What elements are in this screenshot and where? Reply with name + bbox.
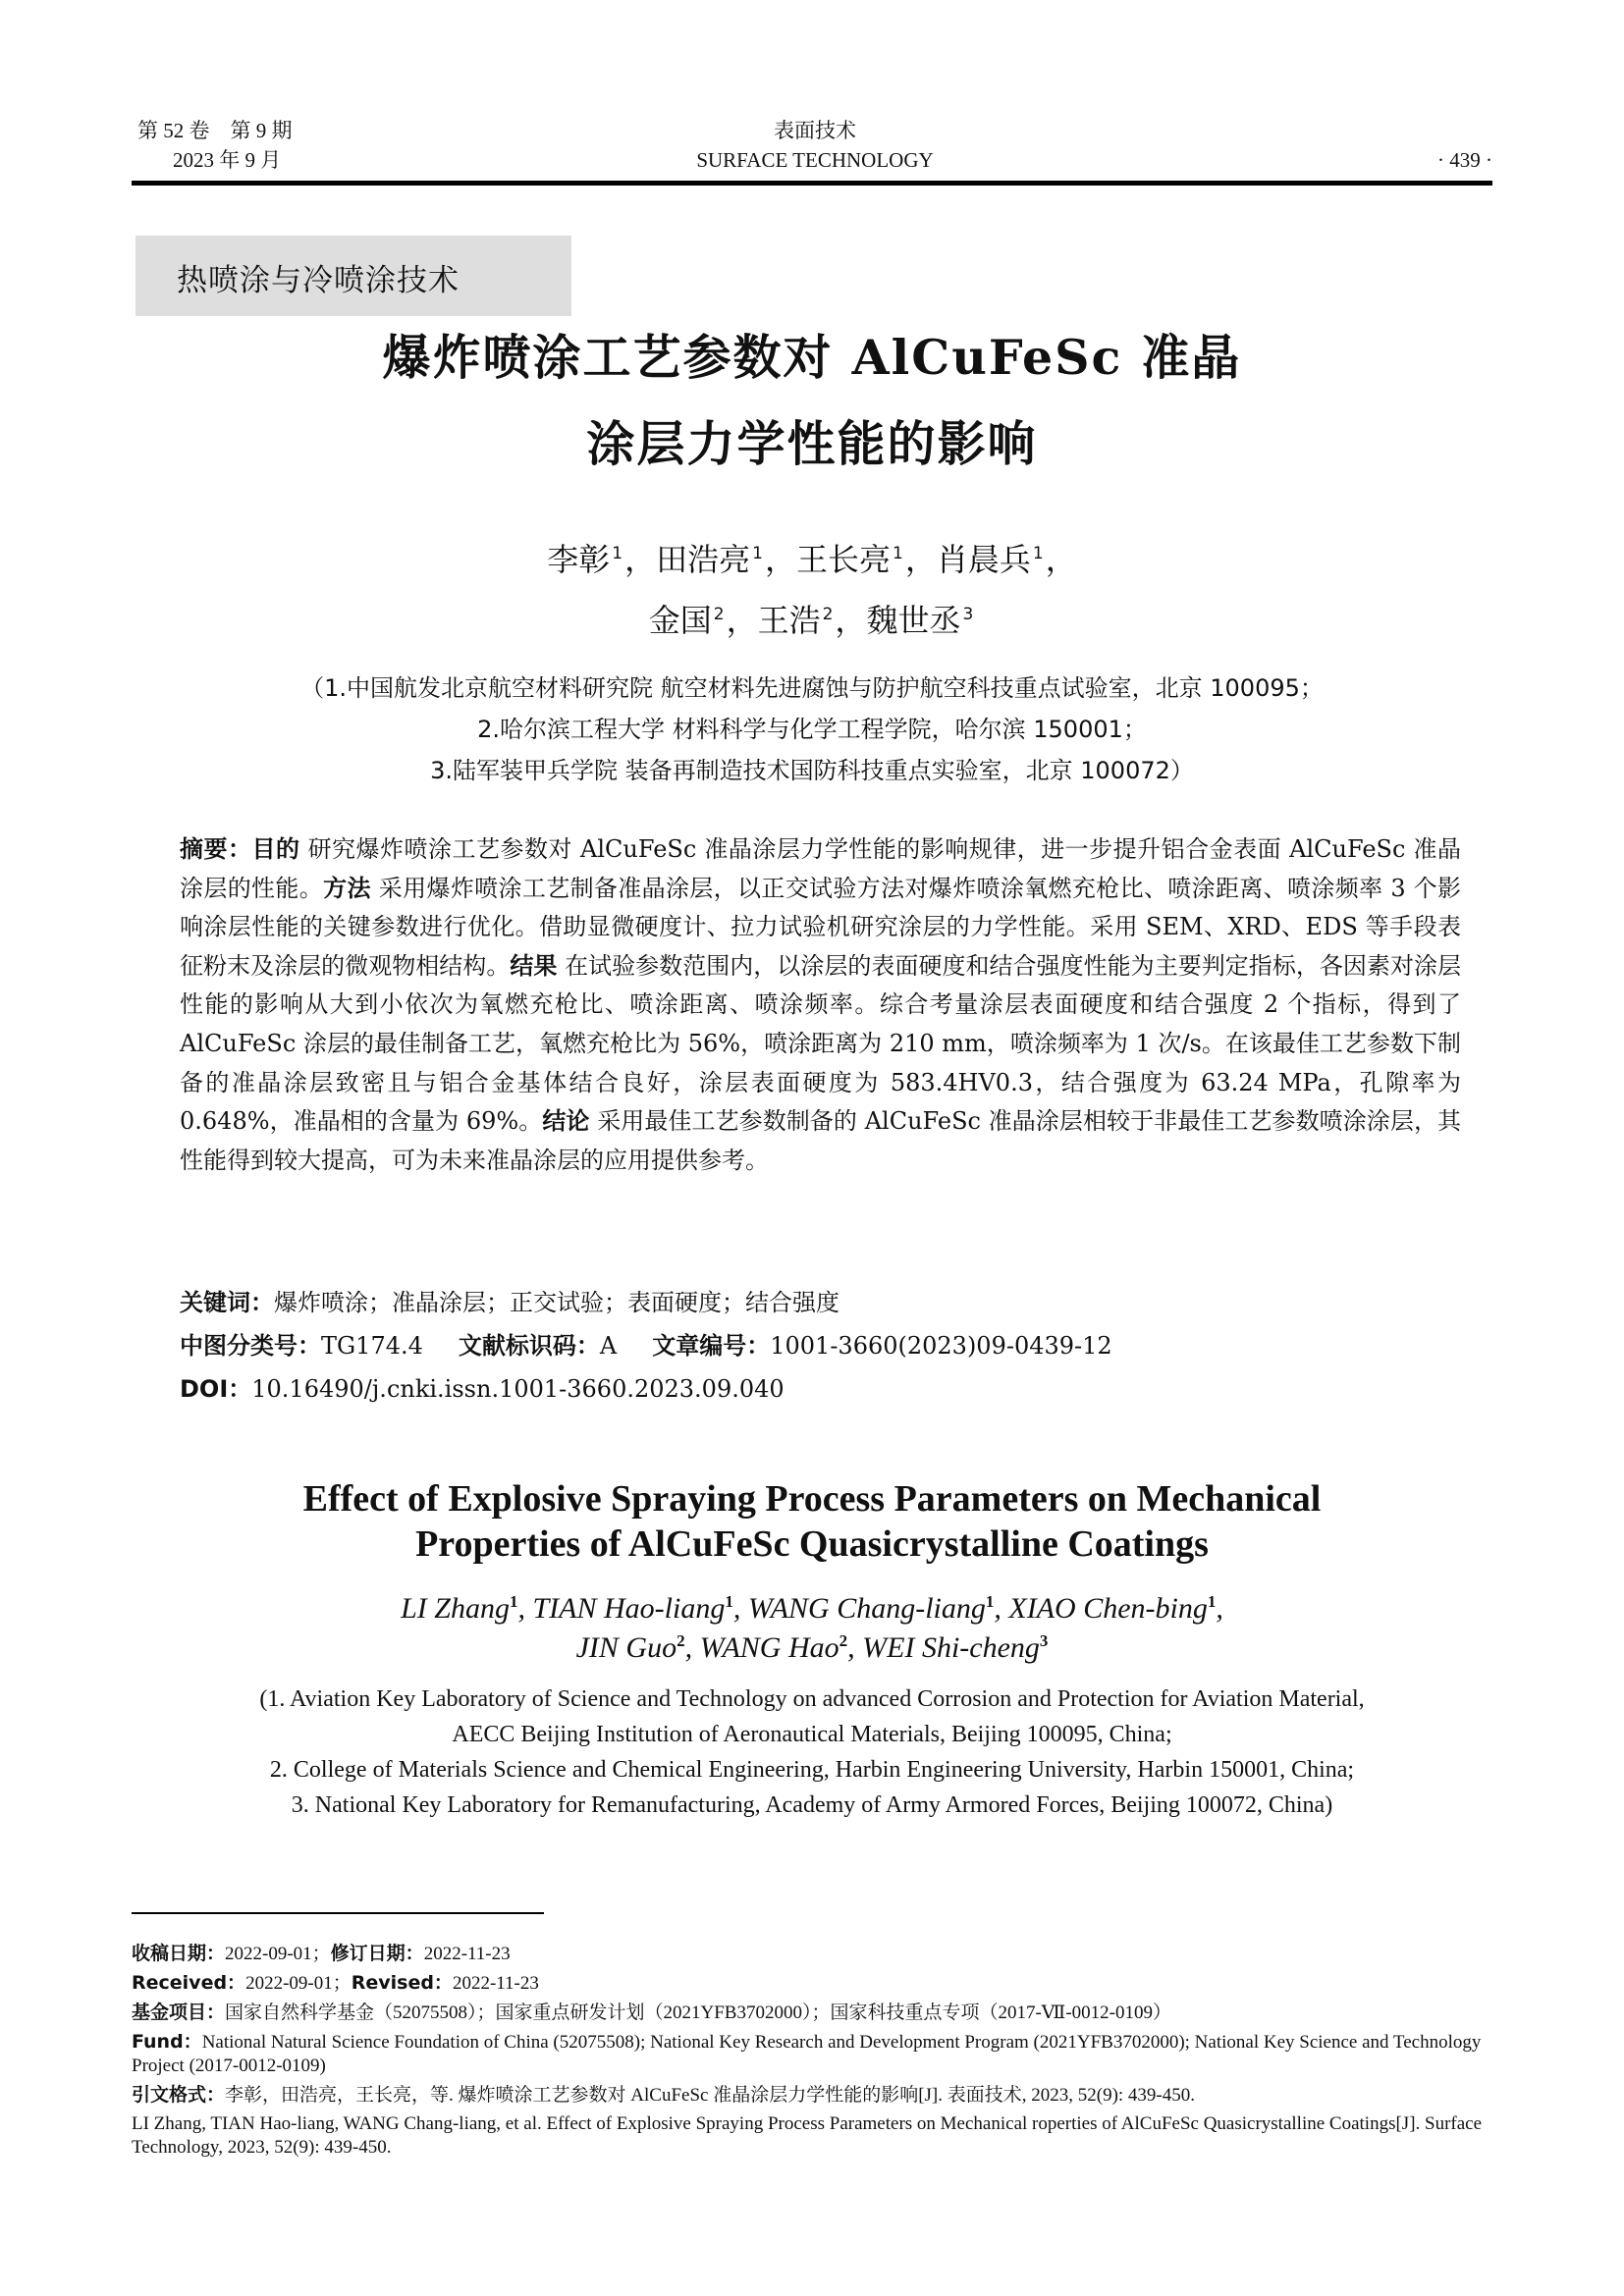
author-cn: 魏世丞 — [866, 602, 961, 639]
section-tag — [135, 236, 571, 316]
doi — [180, 1374, 1461, 1404]
authors-cn-line2: 金国 $^2$，王浩 $^2$，魏世丞 $^3$ — [648, 602, 974, 639]
footnote-cite-cn — [132, 2083, 1496, 2108]
author-cn: 田浩亮 — [656, 541, 751, 578]
keywords — [180, 1288, 1461, 1317]
abstract-cn — [180, 830, 1461, 1180]
doi-label: DOI： — [180, 1375, 252, 1403]
author-aff: 3 — [1039, 1631, 1049, 1650]
author-aff: 1 — [1207, 1592, 1217, 1611]
footnote-cite-en: LI Zhang, TIAN Hao-liang, WANG Chang-liang, et al. Effect of Explosive Spraying Process Parameters on Mechanical roperties of AlCuFeSc Quasicrystalline Coatings[J]. Surface Technology, 2023, 52(9): 439-450. — [132, 2113, 1483, 2158]
running-header-center — [491, 116, 1139, 175]
author-en: WEI Shi-cheng — [862, 1631, 1040, 1664]
affiliation-cn: 2.哈尔滨工程大学 材料科学与化学工程学院，哈尔滨 150001； — [477, 716, 1147, 743]
result-label: 结果 — [510, 951, 558, 980]
purpose-text: 研究爆炸喷涂工艺参数对 AlCuFeSc 准晶涂层力学性能的影响规律，进一步提升铝合金表面 AlCuFeSc 准晶涂层的性能。 — [180, 835, 1462, 902]
clc-value: TG174.4 — [321, 1332, 423, 1360]
received-cn-label: 收稿日期： — [132, 1943, 226, 1964]
doi-value: 10.16490/j.cnki.issn.1001-3660.2023.09.040 — [251, 1375, 785, 1403]
title-cn-line2: 涂层力学性能的影响 — [586, 415, 1038, 472]
keywords-value: 爆炸喷涂；准晶涂层；正交试验；表面硬度；结合强度 — [274, 1289, 839, 1316]
cite-cn-label: 引文格式： — [132, 2084, 226, 2106]
page-number: · 439 · — [1437, 148, 1492, 172]
author-aff: 1 — [985, 1592, 995, 1611]
affiliation-en: 3. National Key Laboratory for Remanufacturing, Academy of Army Armored Forces, Beijing 100072, China) — [291, 1792, 1333, 1818]
affiliation-en: (1. Aviation Key Laboratory of Science and Technology on advanced Corrosion and Protection for Aviation Material, — [259, 1686, 1365, 1712]
author-aff: 1 — [893, 544, 903, 563]
title-cn-line1: 爆炸喷涂工艺参数对 AlCuFeSc 准晶 — [382, 329, 1242, 386]
conclusion-label: 结论 — [542, 1107, 590, 1136]
journal-name-en: SURFACE TECHNOLOGY — [696, 148, 934, 172]
author-aff: 2 — [839, 1631, 848, 1650]
author-aff: 2 — [677, 1631, 685, 1650]
affiliation-en: AECC Beijing Institution of Aeronautical Materials, Beijing 100095, China; — [452, 1722, 1172, 1747]
method-text: 采用爆炸喷涂工艺制备准晶涂层，以正交试验方法对爆炸喷涂氧燃充枪比、喷涂距离、喷涂频率 3 个影响涂层性能的关键参数进行优化。借助显微硬度计、拉力试验机研究涂层的力学性能。采用 SEM、XRD、EDS 等手段表征粉末及涂层的微观物相结构。 — [180, 874, 1462, 980]
affiliation-cn: （1.中国航发北京航空材料研究院 航空材料先进腐蚀与防护航空科技重点试验室，北京 100095； — [300, 674, 1324, 702]
journal-name-cn: 表面技术 — [774, 119, 856, 142]
author-en: JIN Guo — [575, 1631, 677, 1664]
doc-code-value: A — [599, 1332, 618, 1360]
received-en-label: Received： — [132, 1972, 246, 1994]
author-cn: 王浩 — [757, 602, 821, 639]
author-aff: 1 — [509, 1592, 518, 1611]
footnote-fund-cn — [132, 2001, 1496, 2025]
cite-cn-value: 李彰，田浩亮，王长亮，等. 爆炸喷涂工艺参数对 AlCuFeSc 准晶涂层力学性能的影响[J]. 表面技术, 2023, 52(9): 439-450. — [225, 2085, 1195, 2106]
abstract-label: 摘要： — [180, 835, 252, 863]
classification — [180, 1331, 1461, 1361]
author-en: LI Zhang — [401, 1592, 510, 1625]
purpose-label: 目的 — [251, 835, 300, 863]
affiliation-cn: 3.陆军装甲兵学院 装备再制造技术国防科技重点实验室，北京 100072） — [430, 757, 1194, 784]
section-tag-label: 热喷涂与冷喷涂技术 — [177, 263, 460, 298]
author-aff: 1 — [725, 1592, 733, 1611]
revised-cn-value: 2022-11-23 — [423, 1944, 511, 1964]
header-rule — [132, 181, 1492, 186]
affiliation-en: 2. College of Materials Science and Chemical Engineering, Harbin Engineering University, Harbin 150001, China; — [269, 1757, 1355, 1783]
author-cn: 肖晨兵 — [936, 541, 1031, 578]
authors-en-line1: LI Zhang$^1$, TIAN Hao-liang$^1$, WANG Chang-liang$^1$, XIAO Chen-bing$^1$, — [401, 1592, 1223, 1625]
authors-cn-line1: 李彰 $^1$，田浩亮 $^1$，王长亮 $^1$，肖晨兵 $^1$， — [547, 541, 1077, 578]
revised-en-label: Revised： — [351, 1972, 453, 1994]
result-text: 在试验参数范围内，以涂层的表面硬度和结合强度性能为主要判定指标，各因素对涂层性能的影响从大到小依次为氧燃充枪比、喷涂距离、喷涂频率。综合考量涂层表面硬度和结合强度 2 个指标，得到了 AlCuFeSc 涂层的最佳制备工艺，氧燃充枪比为 56%，喷涂距离为 210 mm，喷涂频率为 1 次/s。在该最佳工艺参数下制备的准晶涂层致密且与铝合金基体结合良好，涂层表面硬度为 583.4HV0.3，结合强度为 63.24 MPa，孔隙率为 0.648%，准晶相的含量为 69%。 — [180, 951, 1462, 1136]
received-cn-value: 2022-09-01； — [225, 1944, 331, 1964]
author-aff: 2 — [822, 605, 834, 624]
fund-en-label: Fund： — [132, 2031, 202, 2053]
fund-cn-value: 国家自然科学基金（52075508）；国家重点研发计划（2021YFB3702000）；国家科技重点专项（2017-Ⅶ-0012-0109） — [225, 2002, 1171, 2023]
article-number-value: 1001-3660(2023)09-0439-12 — [770, 1332, 1112, 1360]
footnote-fund-en — [132, 2030, 1496, 2078]
running-header-left — [137, 116, 293, 175]
author-cn: 王长亮 — [796, 541, 892, 578]
author-cn: 金国 — [648, 602, 712, 639]
author-en: TIAN Hao-liang — [532, 1592, 726, 1625]
clc-label: 中图分类号： — [180, 1332, 321, 1360]
footnote-rule — [132, 1912, 544, 1914]
author-aff: 1 — [612, 544, 623, 563]
issue-date: 2023 年 9 月 — [173, 148, 282, 172]
received-en-value: 2022-09-01； — [245, 1973, 352, 1994]
author-aff: 1 — [752, 544, 763, 563]
doc-code-label: 文献标识码： — [458, 1332, 600, 1360]
authors-en-line2: JIN Guo$^2$, WANG Hao$^2$, WEI Shi-cheng$^3$ — [575, 1631, 1049, 1664]
footnote-received-en — [132, 1971, 1496, 1996]
author-en: XIAO Chen-bing — [1008, 1592, 1208, 1625]
fund-en-value: National Natural Science Foundation of China (52075508); National Key Research and Development Program (2021YFB3702000); National Key Science and Technology Project (2017-0012-0109) — [132, 2032, 1482, 2076]
revised-cn-label: 修订日期： — [330, 1943, 424, 1964]
author-aff: 3 — [962, 605, 974, 624]
title-en-line2: Properties of AlCuFeSc Quasicrystalline Coatings — [415, 1523, 1209, 1565]
conclusion-text: 采用最佳工艺参数制备的 AlCuFeSc 准晶涂层相较于非最佳工艺参数喷涂涂层，其性能得到较大提高，可为未来准晶涂层的应用提供参考。 — [180, 1107, 1462, 1174]
author-aff: 1 — [1032, 544, 1044, 563]
author-cn: 李彰 — [547, 541, 611, 578]
article-number-label: 文章编号： — [652, 1332, 771, 1360]
method-label: 方法 — [323, 874, 371, 902]
title-en-line1: Effect of Explosive Spraying Process Parameters on Mechanical — [302, 1478, 1322, 1520]
volume-issue: 第 52 卷 第 9 期 — [137, 119, 293, 142]
author-en: WANG Chang-liang — [747, 1592, 986, 1625]
author-aff: 2 — [713, 605, 725, 624]
footnote-received-cn — [132, 1942, 1496, 1966]
revised-en-value: 2022-11-23 — [452, 1973, 539, 1994]
keywords-label: 关键词： — [180, 1289, 274, 1316]
fund-cn-label: 基金项目： — [132, 2002, 226, 2023]
author-en: WANG Hao — [699, 1631, 839, 1664]
